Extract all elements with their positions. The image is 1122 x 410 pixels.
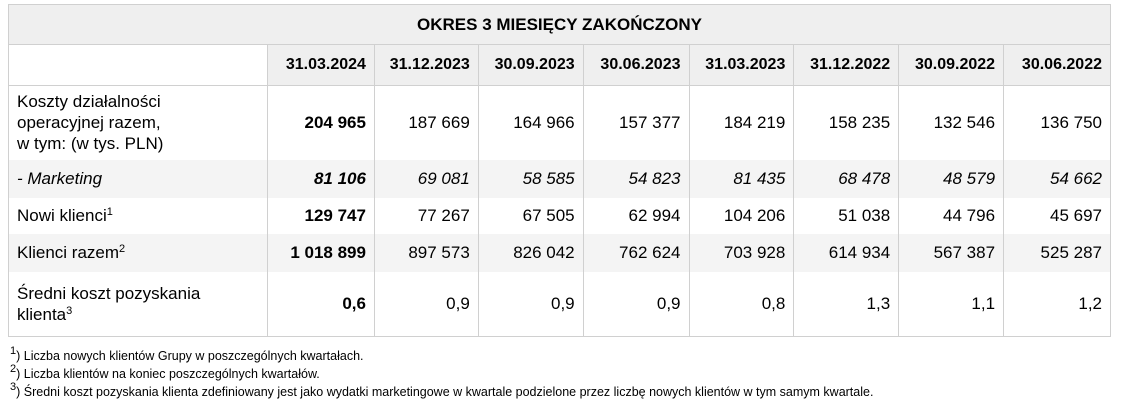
cell-value: 0,8 [689,272,794,337]
footnotes [10,347,873,401]
cell-value: 525 287 [1004,234,1111,272]
cell-value: 44 796 [899,198,1004,234]
row-label-operating-costs: Koszty działalności operacyjnej razem, w tym: (w tys. PLN) [9,86,268,160]
cell-value: 0,9 [478,272,583,337]
footnote: $^2$) Liczba klientów na koniec poszczególnych kwartałów. [10,363,320,381]
cell-value: 204 965 [268,86,375,160]
cell-value: 58 585 [478,160,583,198]
cell-value: 1,2 [1004,272,1111,337]
kpi-table [8,4,1111,337]
cell-value: 68 478 [794,160,899,198]
cell-value: 897 573 [374,234,478,272]
table-row-new-clients [9,198,1111,234]
cell-value: 0,6 [268,272,375,337]
cell-value: 81 106 [268,160,375,198]
date-header: 30.09.2022 [899,45,1004,86]
table-row-marketing [9,160,1111,198]
cell-value: 67 505 [478,198,583,234]
cell-value: 54 823 [583,160,689,198]
cell-value: 1,3 [794,272,899,337]
kpi-table-container [8,4,1111,337]
footnote: $^1$) Liczba nowych klientów Grupy w poszczególnych kwartałach. [10,345,364,363]
cell-value: 157 377 [583,86,689,160]
table-title: OKRES 3 MIESIĘCY ZAKOŃCZONY [9,5,1111,45]
cell-value: 51 038 [794,198,899,234]
cell-value: 45 697 [1004,198,1111,234]
cell-value: 614 934 [794,234,899,272]
cell-value: 132 546 [899,86,1004,160]
cell-value: 81 435 [689,160,794,198]
cell-value: 48 579 [899,160,1004,198]
date-header-row [9,45,1111,86]
date-header: 30.06.2022 [1004,45,1111,86]
date-header: 31.12.2023 [374,45,478,86]
header-blank-cell [9,45,268,86]
cell-value: 187 669 [374,86,478,160]
cell-value: 1 018 899 [268,234,375,272]
cell-value: 136 750 [1004,86,1111,160]
cell-value: 164 966 [478,86,583,160]
cell-value: 184 219 [689,86,794,160]
cell-value: 0,9 [583,272,689,337]
table-row-total-clients [9,234,1111,272]
cell-value: 1,1 [899,272,1004,337]
cell-value: 0,9 [374,272,478,337]
table-row-avg-acquisition-cost [9,272,1111,337]
row-label-avg-acquisition-cost: Średni koszt pozyskania klienta$^3$ [9,272,268,337]
footnote: $^3$) Średni koszt pozyskania klienta zdefiniowany jest jako wydatki marketingowe w kwartale podzielone przez liczbę nowych klientów w tym samym kwartale. [10,381,874,399]
row-label-total-clients: Klienci razem$^2$ [9,234,268,272]
date-header: 30.09.2023 [478,45,583,86]
row-label-marketing: - Marketing [9,160,268,198]
cell-value: 826 042 [478,234,583,272]
cell-value: 77 267 [374,198,478,234]
cell-value: 129 747 [268,198,375,234]
date-header: 30.06.2023 [583,45,689,86]
date-header: 31.12.2022 [794,45,899,86]
row-label-new-clients: Nowi klienci$^1$ [9,198,268,234]
cell-value: 567 387 [899,234,1004,272]
cell-value: 104 206 [689,198,794,234]
cell-value: 54 662 [1004,160,1111,198]
cell-value: 762 624 [583,234,689,272]
cell-value: 62 994 [583,198,689,234]
cell-value: 158 235 [794,86,899,160]
cell-value: 69 081 [374,160,478,198]
date-header: 31.03.2024 [268,45,375,86]
table-row-operating-costs [9,86,1111,160]
date-header: 31.03.2023 [689,45,794,86]
cell-value: 703 928 [689,234,794,272]
